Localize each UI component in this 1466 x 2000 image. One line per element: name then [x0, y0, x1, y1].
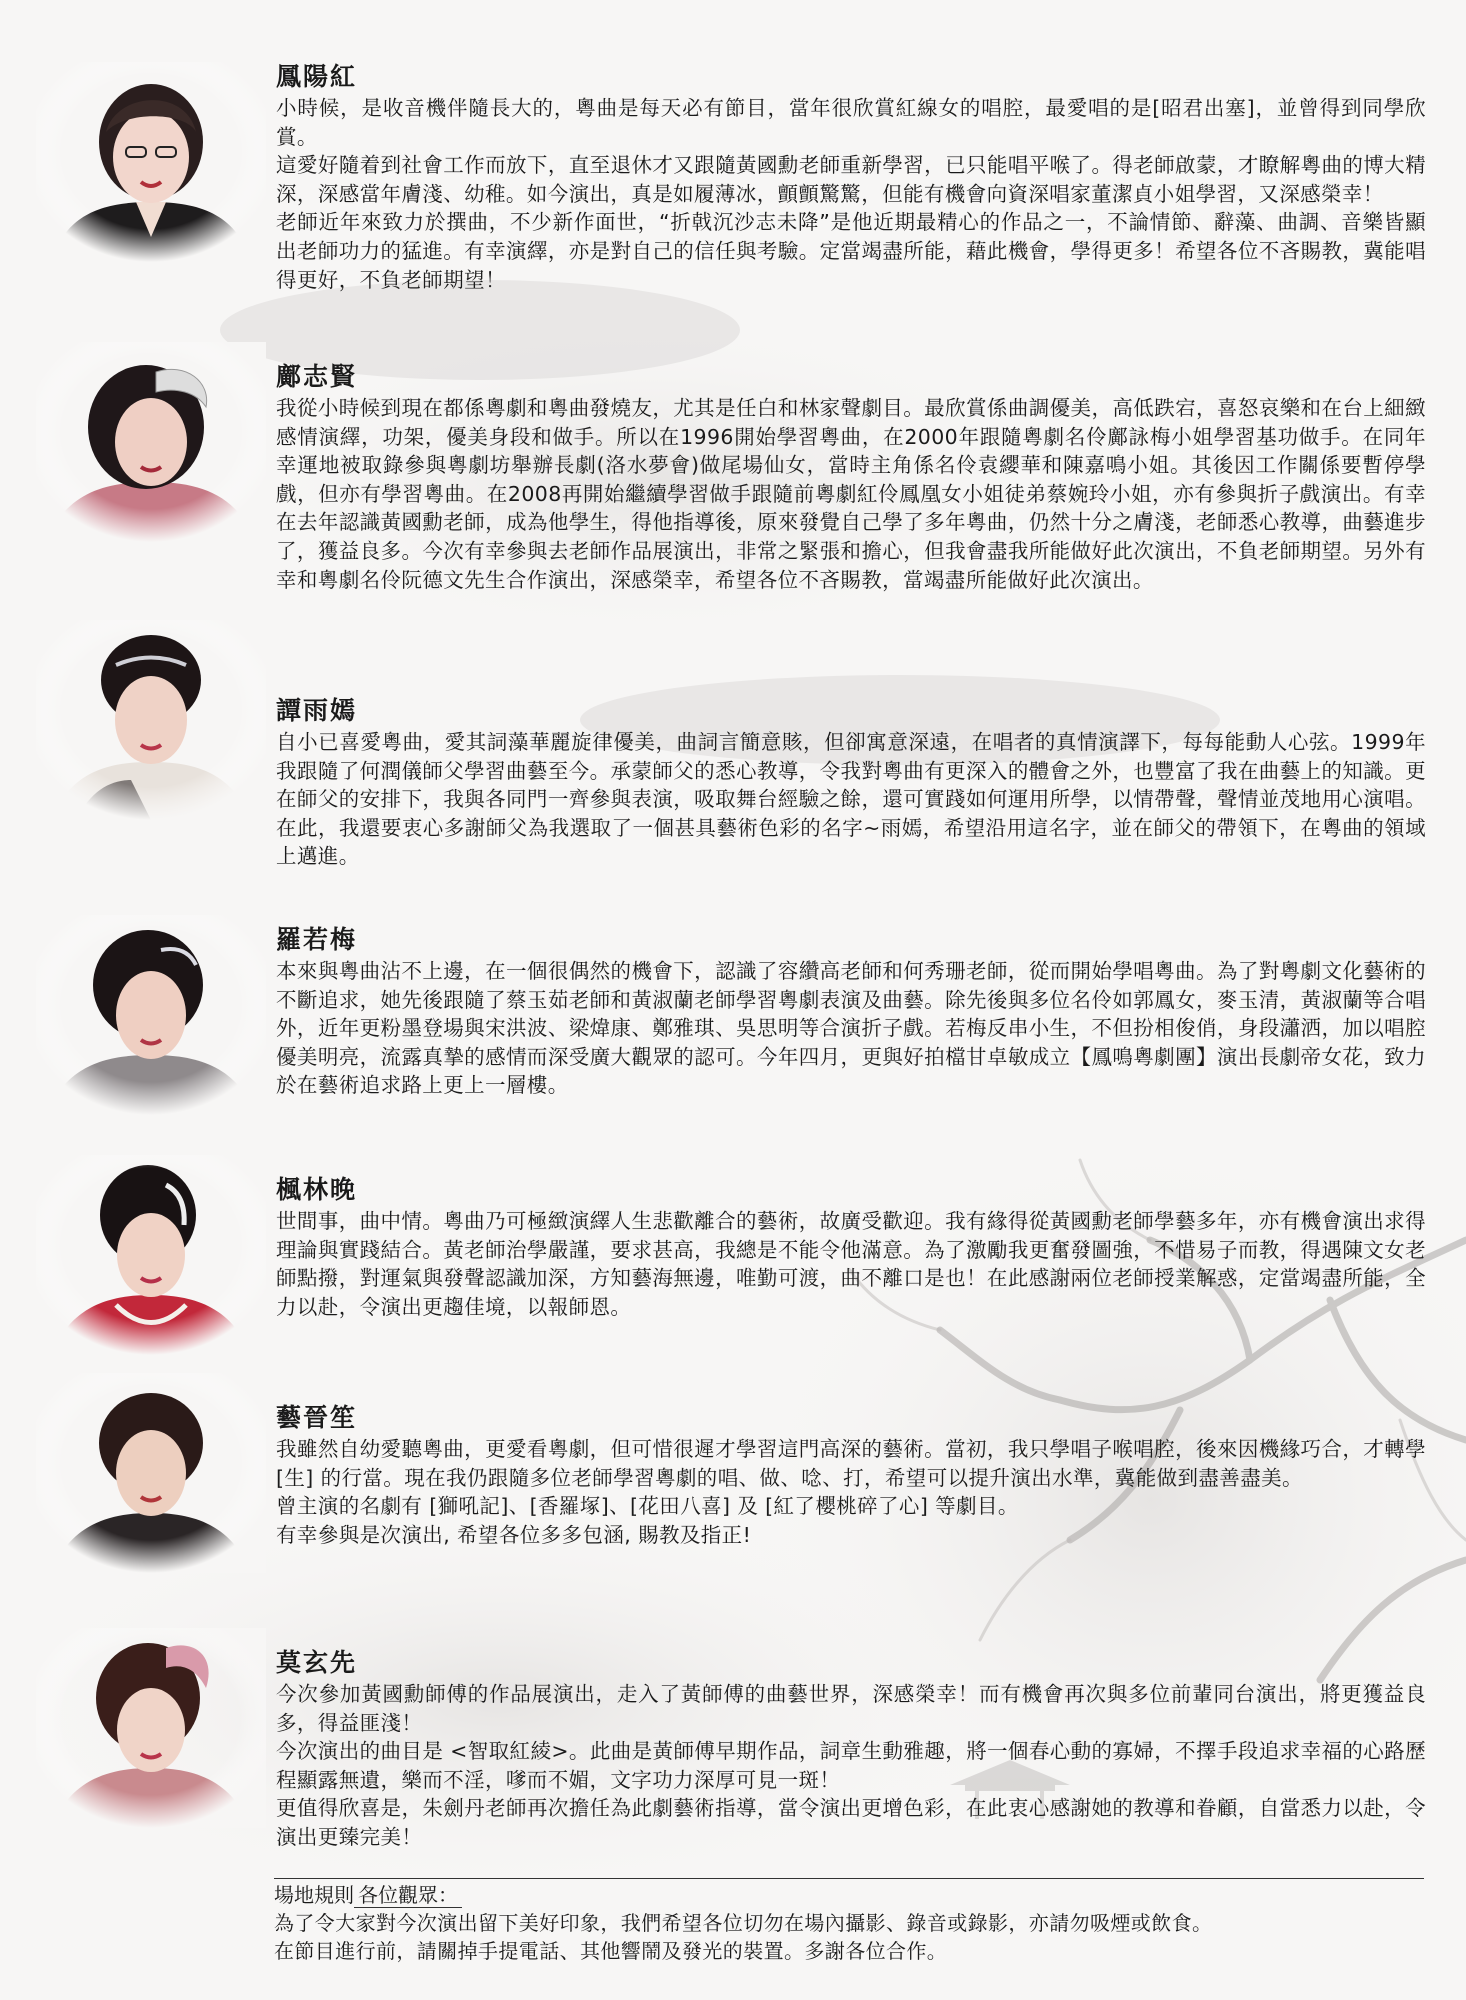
- portrait-2: [36, 342, 266, 542]
- performer-name: 羅若梅: [276, 925, 358, 954]
- performer-paragraph: 世間事，曲中情。粵曲乃可極緻演繹人生悲歡離合的藝術，故廣受歡迎。我有緣得從黃國勳老師學藝多年，亦有機會演出求得理論與實踐結合。黃老師治學嚴謹，要求甚高，我總是不能令他滿意。為了激勵我更奮發圖強，不惜易子而教，得遇陳文女老師點撥，對運氣與發聲認識加深，方知藝海無邊，唯勤可渡，曲不離口是也！在此感謝兩位老師授業解惑，定當竭盡所能，全力以赴，令演出更趨佳境，以報師恩。: [276, 1209, 1426, 1319]
- portrait-7: [36, 1628, 266, 1828]
- portrait-1: [36, 62, 266, 262]
- performer-paragraph: 自小已喜愛粵曲，愛其詞藻華麗旋律優美，曲詞言簡意賅，但卻寓意深遠，在唱者的真情演譯下，每每能動人心弦。1999年我跟隨了何潤儀師父學習曲藝至今。承蒙師父的悉心教導，令我對粵曲有更深入的體會之外，也豐富了我在曲藝上的知識。更在師父的安排下，我與各同門一齊參與表演，吸取舞台經驗之餘，還可實踐如何運用所學，以情帶聲，聲情並茂地用心演唱。在此，我還要衷心多謝師父為我選取了一個甚具藝術色彩的名字~雨嫣，希望沿用這名字，並在師父的帶領下，在粵曲的領域上邁進。: [276, 730, 1426, 869]
- portrait-5: [36, 1155, 266, 1355]
- performer-paragraph: 老師近年來致力於撰曲，不少新作面世，“折戟沉沙志未降”是他近期最精心的作品之一，不論情節、辭藻、曲調、音樂皆顯出老師功力的猛進。有幸演繹，亦是對自己的信任與考驗。定當竭盡所能，藉此機會，學得更多！希望各位不吝賜教，冀能唱得更好，不負老師期望！: [276, 210, 1426, 292]
- venue-rules-title: [274, 1881, 1424, 1909]
- performer-paragraph: 我從小時候到現在都係粵劇和粵曲發燒友，尤其是任白和林家聲劇目。最欣賞係曲調優美，高低跌宕，喜怒哀樂和在台上細緻感情演繹，功架，優美身段和做手。所以在1996開始學習粵曲，在2000年跟隨粵劇名伶鄺詠梅小姐學習基功做手。在同年幸運地被取錄參與粵劇坊舉辦長劇(洛水夢會)做尾場仙女，當時主角係名伶袁纓華和陳嘉鳴小姐。其後因工作關係要暫停學戲，但亦有學習粵曲。在2008再開始繼續學習做手跟隨前粵劇紅伶鳳凰女小姐徒弟蔡婉玲小姐，亦有參與折子戲演出。有幸在去年認識黃國勳老師，成為他學生，得他指導後，原來發覺自己學了多年粵曲，仍然十分之膚淺，老師悉心教導，曲藝進步了，獲益良多。今次有幸參與去老師作品展演出，非常之緊張和擔心，但我會盡我所能做好此次演出，不負老師期望。另外有幸和粵劇名伶阮德文先生合作演出，深感榮幸，希望各位不吝賜教，當竭盡所能做好此次演出。: [276, 396, 1426, 592]
- performer-paragraph: 今次參加黃國勳師傅的作品展演出，走入了黃師傅的曲藝世界，深感榮幸！而有機會再次與多位前輩同台演出，將更獲益良多，得益匪淺！: [276, 1682, 1426, 1735]
- performer-text-3: [276, 696, 1426, 871]
- performer-text-5: [276, 1175, 1426, 1321]
- performer-paragraph: 今次演出的曲目是 <智取紅綾>。此曲是黃師傅早期作品，詞章生動雅趣，將一個春心動的寡婦，不擇手段追求幸福的心路歷程顯露無遺，樂而不淫，嗲而不媚，文字功力深厚可見一斑！: [276, 1739, 1426, 1792]
- performer-text-2: [276, 362, 1426, 594]
- portrait-3: [36, 620, 266, 820]
- performer-paragraph: 我雖然自幼愛聽粵曲，更愛看粵劇，但可惜很遲才學習這門高深的藝術。當初，我只學唱子喉唱腔，後來因機緣巧合，才轉學 [生] 的行當。現在我仍跟隨多位老師學習粵劇的唱、做、唸、打，希望可以提升演出水準，冀能做到盡善盡美。: [276, 1437, 1426, 1490]
- venue-rules: [274, 1878, 1424, 1965]
- performer-paragraph: 有幸參與是次演出, 希望各位多多包涵, 賜教及指正!: [276, 1522, 752, 1547]
- performer-paragraph: 小時候，是收音機伴隨長大的，粵曲是每天必有節目，當年很欣賞紅線女的唱腔，最愛唱的是[昭君出塞]，並曾得到同學欣賞。: [276, 96, 1426, 149]
- portrait-6: [36, 1373, 266, 1573]
- venue-rules-line: 在節目進行前，請關掉手提電話、其他響鬧及發光的裝置。多謝各位合作。: [274, 1939, 948, 1963]
- performer-name: 譚雨嫣: [276, 696, 358, 725]
- performer-name: 藝晉笙: [276, 1403, 358, 1432]
- venue-rules-audience: 各位觀眾：: [354, 1883, 462, 1908]
- performer-text-4: [276, 925, 1426, 1100]
- performer-paragraph: 這愛好隨着到社會工作而放下，直至退休才又跟隨黃國勳老師重新學習，已只能唱平喉了。得老師啟蒙，才瞭解粵曲的博大精深，深感當年膚淺、幼稚。如今演出，真是如履薄冰，顫顫驚驚，但能有機會向資深唱家董潔貞小姐學習，又深感榮幸！: [276, 153, 1426, 206]
- performer-name: 鄺志賢: [276, 362, 358, 391]
- performer-name: 楓林晚: [276, 1175, 358, 1204]
- performer-text-6: [276, 1403, 1426, 1549]
- performer-paragraph: 本來與粵曲沾不上邊，在一個很偶然的機會下，認識了容纘高老師和何秀珊老師，從而開始學唱粵曲。為了對粵劇文化藝術的不斷追求，她先後跟隨了蔡玉茹老師和黃淑蘭老師學習粵劇表演及曲藝。除先後與多位名伶如郭鳳女，麥玉清，黃淑蘭等合唱外，近年更粉墨登場與宋洪波、梁煒康、鄭雅琪、吳思明等合演折子戲。若梅反串小生，不但扮相俊俏，身段瀟洒，加以唱腔優美明亮，流露真摯的感情而深受廣大觀眾的認可。今年四月，更與好拍檔甘卓敏成立【鳳鳴粵劇團】演出長劇帝女花，致力於在藝術追求路上更上一層樓。: [276, 959, 1426, 1098]
- performer-name: 鳳陽紅: [276, 62, 358, 91]
- venue-rules-line: 為了令大家對今次演出留下美好印象，我們希望各位切勿在場內攝影、錄音或錄影，亦請勿吸煙或飲食。: [274, 1911, 1213, 1935]
- performer-text-7: [276, 1648, 1426, 1852]
- performer-paragraph: 曾主演的名劇有 [獅吼記]、[香羅塚]、[花田八喜] 及 [紅了櫻桃碎了心] 等劇目。: [276, 1494, 1019, 1519]
- performer-name: 莫玄先: [276, 1648, 358, 1677]
- venue-rules-label: 場地規則: [274, 1883, 354, 1907]
- performer-paragraph: 更值得欣喜是，朱劍丹老師再次擔任為此劇藝術指導，當令演出更增色彩，在此衷心感謝她的教導和眷顧，自當悉力以赴，令演出更臻完美！: [276, 1796, 1426, 1849]
- portrait-4: [36, 915, 266, 1115]
- performer-text-1: [276, 62, 1426, 294]
- divider: [274, 1878, 1424, 1879]
